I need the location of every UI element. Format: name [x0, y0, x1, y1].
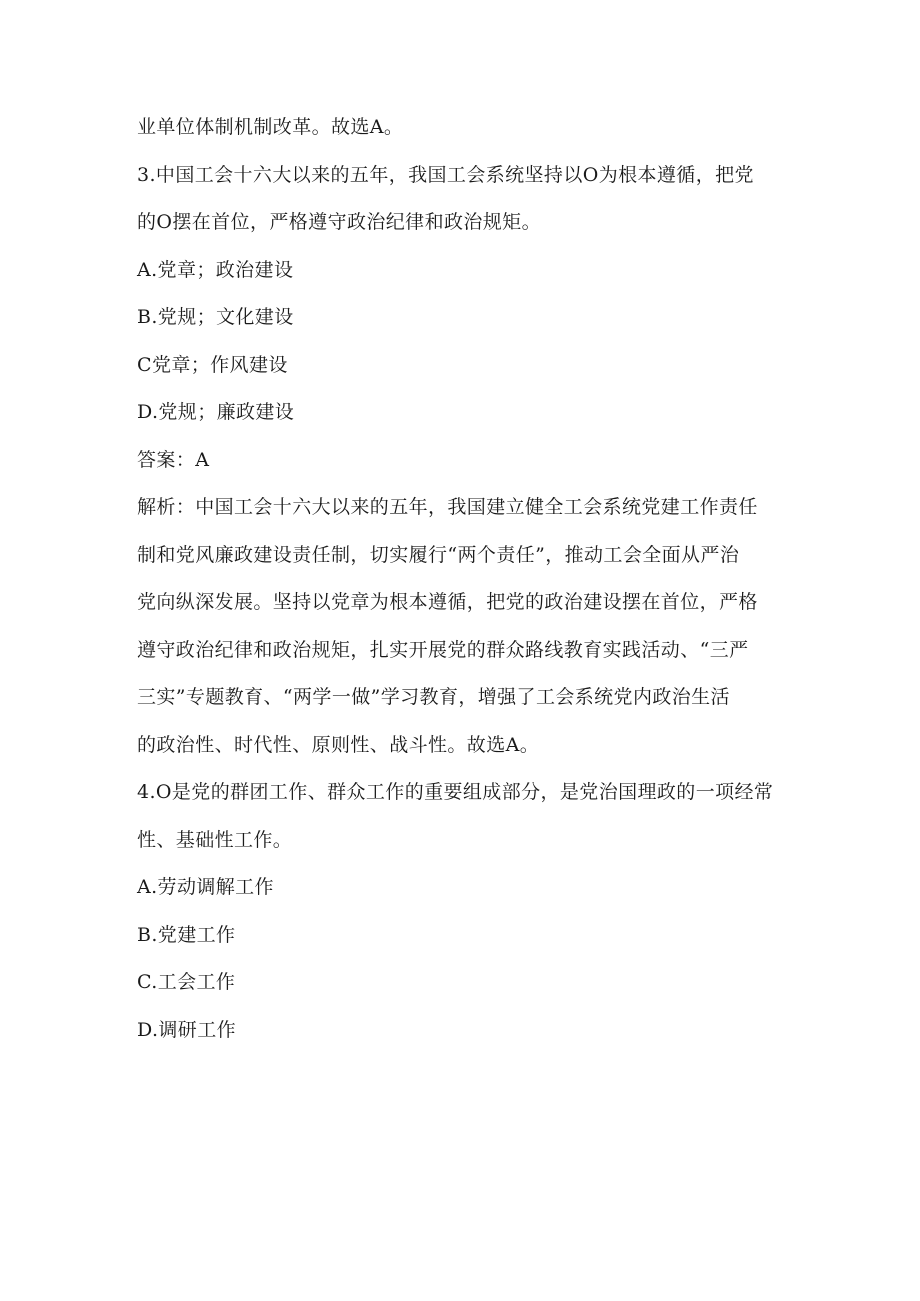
question-3-stem: 3.中国工会十六大以来的五年，我国工会系统坚持以O为根本遵循，把党: [137, 163, 754, 186]
question-4-option-a: A.劳动调解工作: [137, 876, 274, 898]
question-3-explanation: 制和党风廉政建设责任制，切实履行“两个责任”，推动工会全面从严治: [137, 543, 740, 566]
text-line: 业单位体制机制改革。故选A。: [137, 116, 404, 138]
question-3-explanation: 的政治性、时代性、原则性、战斗性。故选A。: [137, 733, 540, 756]
question-3-explanation: 三实”专题教育、“两学一做”学习教育，增强了工会系统党内政治生活: [137, 686, 730, 708]
question-3-option-a: A.党章；政治建设: [137, 258, 294, 281]
question-3-option-b: B.党规；文化建设: [137, 306, 294, 328]
question-3-explanation: 遵守政治纪律和政治规矩，扎实开展党的群众路线教育实践活动、“三严: [137, 638, 749, 661]
question-3-explanation: 党向纵深发展。坚持以党章为根本遵循，把党的政治建设摆在首位，严格: [137, 591, 758, 613]
question-4-stem: 4.O是党的群团工作、群众工作的重要组成部分，是党治国理政的一项经常: [137, 781, 774, 803]
question-3-option-c: C党章；作风建设: [137, 353, 288, 376]
question-4-option-d: D.调研工作: [137, 1018, 236, 1041]
question-3-explanation: 解析：中国工会十六大以来的五年，我国建立健全工会系统党建工作责任: [137, 496, 758, 518]
question-3-option-d: D.党规；廉政建设: [137, 401, 295, 423]
document-body: [137, 104, 787, 1054]
question-4-stem-cont: 性、基础性工作。: [137, 828, 293, 851]
question-3-answer: 答案：A: [137, 448, 210, 471]
question-3-stem-cont: 的O摆在首位，严格遵守政治纪律和政治规矩。: [137, 211, 541, 233]
question-4-option-c: C.工会工作: [137, 971, 236, 993]
question-4-option-b: B.党建工作: [137, 923, 236, 946]
